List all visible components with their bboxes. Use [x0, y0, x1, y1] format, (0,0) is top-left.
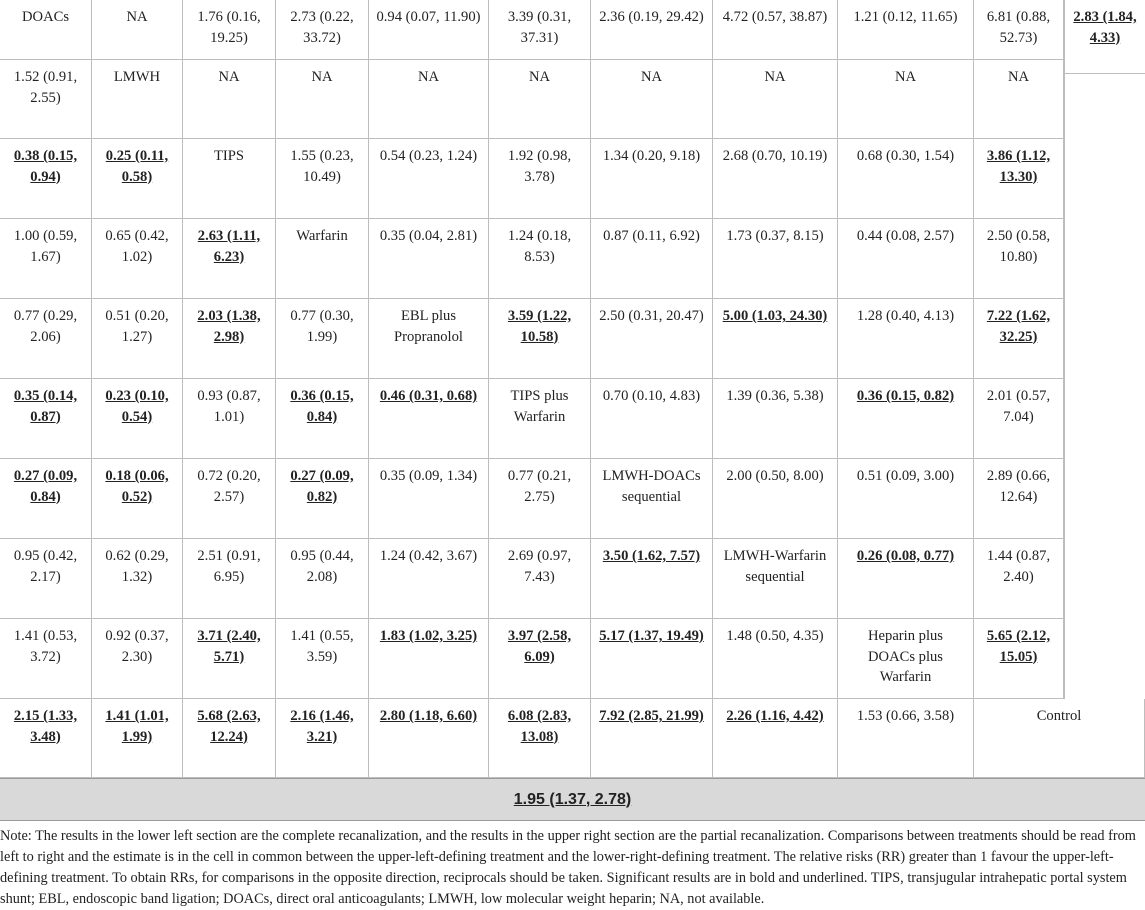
estimate-cell: 0.92 (0.37, 2.30): [92, 619, 183, 699]
extra-right-cell: 2.83 (1.84, 4.33): [1064, 0, 1145, 74]
estimate-cell: NA: [838, 60, 974, 139]
estimate-cell: 2.73 (0.22, 33.72): [276, 0, 369, 60]
estimate-cell: 5.65 (2.12, 15.05): [974, 619, 1064, 699]
estimate-cell: NA: [974, 60, 1064, 139]
estimate-cell: 1.41 (1.01, 1.99): [92, 699, 183, 778]
estimate-cell: 0.38 (0.15, 0.94): [0, 139, 92, 219]
estimate-cell: 0.87 (0.11, 6.92): [591, 219, 713, 299]
estimate-cell: 1.34 (0.20, 9.18): [591, 139, 713, 219]
table-row: [0, 379, 1145, 459]
estimate-cell: 1.48 (0.50, 4.35): [713, 619, 838, 699]
right-strip: [1064, 74, 1145, 699]
treatment-label-cell: TIPS plus Warfarin: [489, 379, 591, 459]
estimate-cell: 0.95 (0.44, 2.08): [276, 539, 369, 619]
estimate-cell: 3.97 (2.58, 6.09): [489, 619, 591, 699]
estimate-cell: 7.22 (1.62, 32.25): [974, 299, 1064, 379]
estimate-cell: NA: [369, 60, 489, 139]
estimate-cell: 1.28 (0.40, 4.13): [838, 299, 974, 379]
estimate-cell: 0.23 (0.10, 0.54): [92, 379, 183, 459]
treatment-label-cell: Heparin plus DOACs plus Warfarin: [838, 619, 974, 699]
estimate-cell: 1.92 (0.98, 3.78): [489, 139, 591, 219]
estimate-cell: 0.35 (0.09, 1.34): [369, 459, 489, 539]
estimate-cell: 0.35 (0.14, 0.87): [0, 379, 92, 459]
estimate-cell: 2.01 (0.57, 7.04): [974, 379, 1064, 459]
estimate-cell: 6.08 (2.83, 13.08): [489, 699, 591, 778]
estimate-cell: 1.41 (0.53, 3.72): [0, 619, 92, 699]
estimate-cell: 2.51 (0.91, 6.95): [183, 539, 276, 619]
estimate-cell: 0.77 (0.21, 2.75): [489, 459, 591, 539]
estimate-cell: 2.68 (0.70, 10.19): [713, 139, 838, 219]
estimate-cell: 0.68 (0.30, 1.54): [838, 139, 974, 219]
treatment-label-cell: LMWH: [92, 60, 183, 139]
estimate-cell: 0.77 (0.29, 2.06): [0, 299, 92, 379]
estimate-cell: 2.15 (1.33, 3.48): [0, 699, 92, 778]
estimate-cell: 3.50 (1.62, 7.57): [591, 539, 713, 619]
estimate-cell: 0.36 (0.15, 0.82): [838, 379, 974, 459]
estimate-cell: 2.16 (1.46, 3.21): [276, 699, 369, 778]
estimate-cell: 0.27 (0.09, 0.84): [0, 459, 92, 539]
estimate-cell: NA: [489, 60, 591, 139]
estimate-cell: 1.21 (0.12, 11.65): [838, 0, 974, 60]
estimate-cell: NA: [591, 60, 713, 139]
table-row: [0, 139, 1145, 219]
estimate-cell: 0.27 (0.09, 0.82): [276, 459, 369, 539]
treatment-label-cell: LMWH-DOACs sequential: [591, 459, 713, 539]
estimate-cell: 0.51 (0.09, 3.00): [838, 459, 974, 539]
table-row: [0, 0, 1145, 60]
estimate-cell: 2.36 (0.19, 29.42): [591, 0, 713, 60]
estimate-cell: 0.72 (0.20, 2.57): [183, 459, 276, 539]
estimate-cell: 1.76 (0.16, 19.25): [183, 0, 276, 60]
estimate-cell: 1.44 (0.87, 2.40): [974, 539, 1064, 619]
table-row: [0, 299, 1145, 379]
estimate-cell: NA: [92, 0, 183, 60]
treatment-label-cell: Control: [974, 699, 1145, 778]
estimate-cell: 0.95 (0.42, 2.17): [0, 539, 92, 619]
estimate-cell: 2.03 (1.38, 2.98): [183, 299, 276, 379]
treatment-label-cell: DOACs: [0, 0, 92, 60]
estimate-cell: 0.51 (0.20, 1.27): [92, 299, 183, 379]
estimate-cell: 0.25 (0.11, 0.58): [92, 139, 183, 219]
estimate-cell: 6.81 (0.88, 52.73): [974, 0, 1064, 60]
treatment-label-cell: TIPS: [183, 139, 276, 219]
table-row: [0, 619, 1145, 699]
estimate-cell: 5.00 (1.03, 24.30): [713, 299, 838, 379]
estimate-cell: 0.70 (0.10, 4.83): [591, 379, 713, 459]
estimate-cell: 1.73 (0.37, 8.15): [713, 219, 838, 299]
estimate-cell: 0.54 (0.23, 1.24): [369, 139, 489, 219]
estimate-cell: 3.71 (2.40, 5.71): [183, 619, 276, 699]
estimate-cell: 1.52 (0.91, 2.55): [0, 60, 92, 139]
estimate-cell: 5.17 (1.37, 19.49): [591, 619, 713, 699]
estimate-cell: 0.65 (0.42, 1.02): [92, 219, 183, 299]
summary-bar: [0, 778, 1145, 821]
estimate-cell: 0.44 (0.08, 2.57): [838, 219, 974, 299]
estimate-cell: 1.55 (0.23, 10.49): [276, 139, 369, 219]
estimate-cell: 1.24 (0.42, 3.67): [369, 539, 489, 619]
estimate-cell: 2.50 (0.58, 10.80): [974, 219, 1064, 299]
estimate-cell: NA: [713, 60, 838, 139]
estimate-cell: 0.18 (0.06, 0.52): [92, 459, 183, 539]
estimate-cell: 2.89 (0.66, 12.64): [974, 459, 1064, 539]
estimate-cell: 0.46 (0.31, 0.68): [369, 379, 489, 459]
estimate-cell: 0.62 (0.29, 1.32): [92, 539, 183, 619]
estimate-cell: 1.83 (1.02, 3.25): [369, 619, 489, 699]
estimate-cell: 4.72 (0.57, 38.87): [713, 0, 838, 60]
estimate-cell: 1.41 (0.55, 3.59): [276, 619, 369, 699]
treatment-label-cell: EBL plus Propranolol: [369, 299, 489, 379]
table-row: [0, 219, 1145, 299]
summary-value: 1.95 (1.37, 2.78): [513, 790, 632, 808]
estimate-cell: 0.77 (0.30, 1.99): [276, 299, 369, 379]
treatment-label-cell: LMWH-Warfarin sequential: [713, 539, 838, 619]
estimate-cell: 0.36 (0.15, 0.84): [276, 379, 369, 459]
table-note: Note: The results in the lower left section are the complete recanalization, and the results in the upper right section are the partial recanalization. Comparisons between treatments should be read from left to right and the estimate is in the cell in common between the upper-left-defining treatment and the lower-right-defining treatment. The relative risks (RR) greater than 1 favour the upper-left-defining treatment. To obtain RRs, for comparisons in the opposite direction, reciprocals should be taken. Significant results are in bold and underlined. TIPS, transjugular intrahepatic portal system shunt; EBL, endoscopic band ligation; DOACs, direct oral anticoagulants; LMWH, low molecular weight heparin; NA, not available.: [0, 828, 1136, 907]
table-row: [0, 539, 1145, 619]
estimate-cell: 0.94 (0.07, 11.90): [369, 0, 489, 60]
estimate-cell: NA: [183, 60, 276, 139]
estimate-cell: 0.93 (0.87, 1.01): [183, 379, 276, 459]
estimate-cell: 2.50 (0.31, 20.47): [591, 299, 713, 379]
estimate-cell: NA: [276, 60, 369, 139]
estimate-cell: 2.00 (0.50, 8.00): [713, 459, 838, 539]
estimate-cell: 1.24 (0.18, 8.53): [489, 219, 591, 299]
table-row: [0, 459, 1145, 539]
estimate-cell: 2.26 (1.16, 4.42): [713, 699, 838, 778]
table-row: [0, 60, 1145, 139]
estimate-cell: 2.63 (1.11, 6.23): [183, 219, 276, 299]
estimate-cell: 2.80 (1.18, 6.60): [369, 699, 489, 778]
estimate-cell: 3.39 (0.31, 37.31): [489, 0, 591, 60]
estimate-cell: 1.00 (0.59, 1.67): [0, 219, 92, 299]
treatment-label-cell: Warfarin: [276, 219, 369, 299]
estimate-cell: 1.53 (0.66, 3.58): [838, 699, 974, 778]
estimate-cell: 7.92 (2.85, 21.99): [591, 699, 713, 778]
table-row: [0, 699, 1145, 778]
estimate-cell: 5.68 (2.63, 12.24): [183, 699, 276, 778]
estimate-cell: 3.59 (1.22, 10.58): [489, 299, 591, 379]
estimate-cell: 0.35 (0.04, 2.81): [369, 219, 489, 299]
estimate-cell: 2.69 (0.97, 7.43): [489, 539, 591, 619]
estimate-cell: 3.86 (1.12, 13.30): [974, 139, 1064, 219]
estimate-cell: 1.39 (0.36, 5.38): [713, 379, 838, 459]
estimate-cell: 0.26 (0.08, 0.77): [838, 539, 974, 619]
